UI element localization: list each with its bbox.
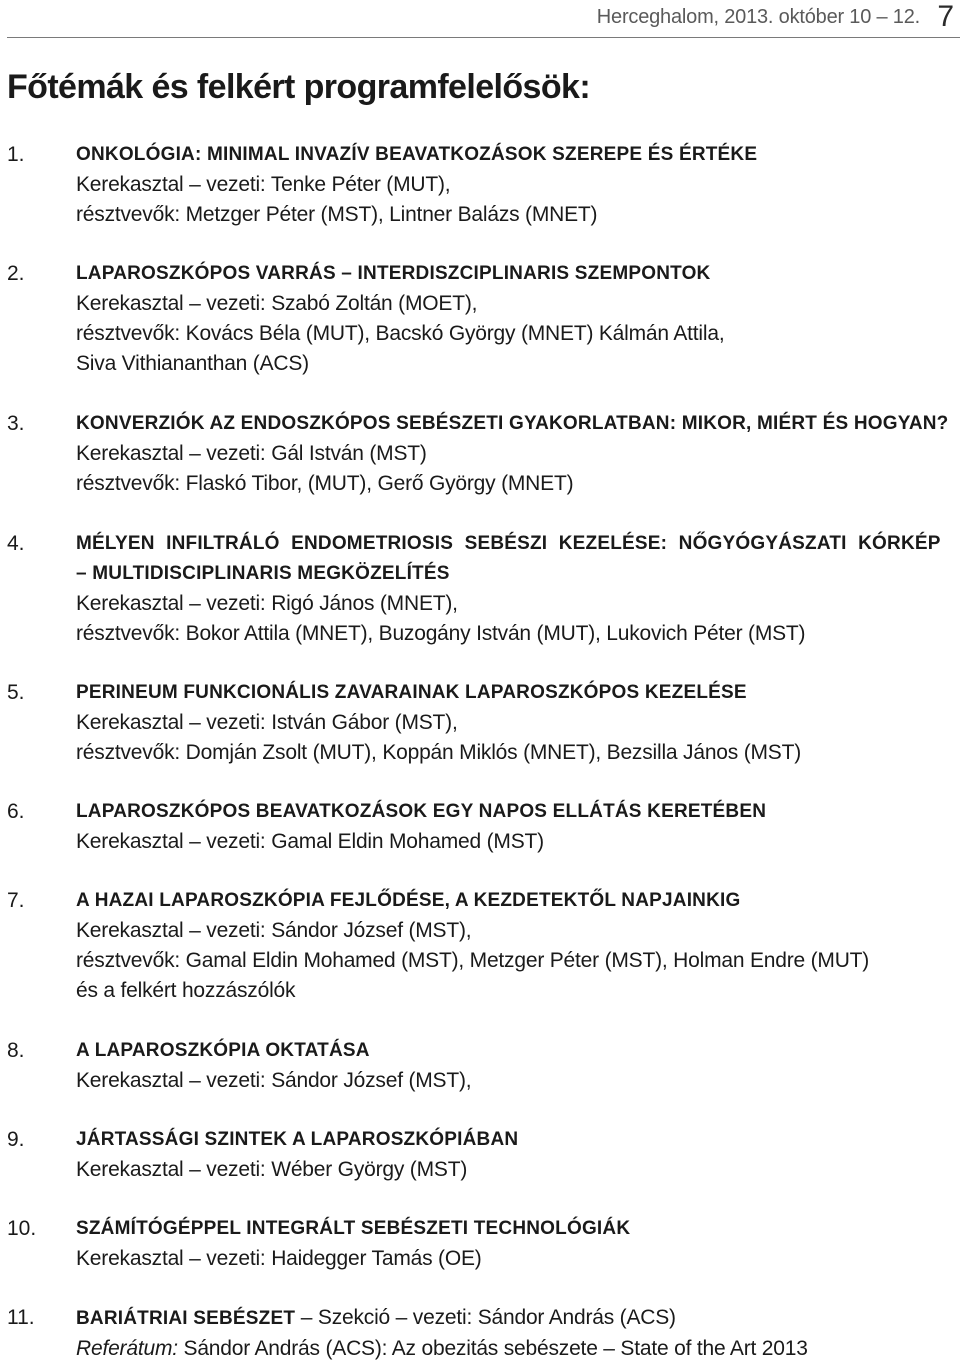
item-topic: LAPAROSZKÓPOS BEAVATKOZÁSOK EGY NAPOS ELLÁTÁS KERETÉBEN bbox=[76, 801, 767, 822]
item-number: 6. bbox=[7, 800, 25, 823]
item-topic: KONVERZIÓK AZ ENDOSZKÓPOS SEBÉSZETI GYAKORLATBAN: MIKOR, MIÉRT ÉS HOGYAN? bbox=[76, 413, 949, 434]
item-line: Kerekasztal – vezeti: Szabó Zoltán (MOET), bbox=[76, 292, 478, 315]
item-line: Siva Vithiananthan (ACS) bbox=[76, 352, 309, 375]
item-topic: A HAZAI LAPAROSZKÓPIA FEJLŐDÉSE, A KEZDETEKTŐL NAPJAINKIG bbox=[76, 890, 741, 911]
item-line: résztvevők: Kovács Béla (MUT), Bacskó György (MNET) Kálmán Attila, bbox=[76, 322, 725, 345]
item-line: Kerekasztal – vezeti: István Gábor (MST), bbox=[76, 711, 458, 734]
item-number: 2. bbox=[7, 262, 25, 285]
item-topic: BARIÁTRIAI SEBÉSZET bbox=[76, 1308, 296, 1329]
item-topic: LAPAROSZKÓPOS VARRÁS – INTERDISZCIPLINARIS SZEMPONTOK bbox=[76, 263, 711, 284]
item-number: 8. bbox=[7, 1039, 25, 1062]
item-line: résztvevők: Bokor Attila (MNET), Buzogány István (MUT), Lukovich Péter (MST) bbox=[76, 622, 806, 645]
item-topic: JÁRTASSÁGI SZINTEK A LAPAROSZKÓPIÁBAN bbox=[76, 1129, 519, 1150]
item-topic: A LAPAROSZKÓPIA OKTATÁSA bbox=[76, 1040, 370, 1061]
item-number: 11. bbox=[7, 1306, 35, 1329]
item-line: Kerekasztal – vezeti: Haidegger Tamás (OE) bbox=[76, 1247, 482, 1270]
item-topic-continuation: – MULTIDISCIPLINARIS MEGKÖZELÍTÉS bbox=[76, 563, 450, 584]
item-line: Kerekasztal – vezeti: Rigó János (MNET), bbox=[76, 592, 458, 615]
item-number: 10. bbox=[7, 1217, 37, 1240]
item-topic: SZÁMÍTÓGÉPPEL INTEGRÁLT SEBÉSZETI TECHNOLÓGIÁK bbox=[76, 1218, 631, 1239]
item-number: 1. bbox=[7, 143, 25, 166]
header-divider bbox=[7, 37, 960, 38]
item-number: 5. bbox=[7, 681, 25, 704]
referat-text: Sándor András (ACS): Az obezitás sebészete – State of the Art 2013 bbox=[177, 1337, 808, 1360]
referat-line bbox=[76, 1334, 956, 1364]
item-number: 7. bbox=[7, 889, 25, 912]
item-line: Kerekasztal – vezeti: Wéber György (MST) bbox=[76, 1158, 468, 1181]
item-line: és a felkért hozzászólók bbox=[76, 979, 296, 1002]
item-line: Kerekasztal – vezeti: Tenke Péter (MUT), bbox=[76, 173, 451, 196]
item-line: résztvevők: Flaskó Tibor, (MUT), Gerő György (MNET) bbox=[76, 472, 574, 495]
item-line: résztvevők: Gamal Eldin Mohamed (MST), Metzger Péter (MST), Holman Endre (MUT) bbox=[76, 949, 870, 972]
section-leader: – Szekció – vezeti: Sándor András (ACS) bbox=[295, 1306, 676, 1329]
item-line: Kerekasztal – vezeti: Gamal Eldin Mohamed (MST) bbox=[76, 830, 544, 853]
item-topic: MÉLYEN INFILTRÁLÓ ENDOMETRIOSIS SEBÉSZI KEZELÉSE: NŐGYÓGYÁSZATI KÓRKÉP bbox=[76, 533, 941, 554]
item-line: résztvevők: Metzger Péter (MST), Lintner Balázs (MNET) bbox=[76, 203, 598, 226]
item-line: Kerekasztal – vezeti: Gál István (MST) bbox=[76, 442, 427, 465]
item-topic: ONKOLÓGIA: MINIMAL INVAZÍV BEAVATKOZÁSOK SZEREPE ÉS ÉRTÉKE bbox=[76, 144, 758, 165]
referat-label: Referátum: bbox=[76, 1337, 178, 1360]
event-info: Herceghalom, 2013. október 10 – 12. bbox=[596, 6, 920, 28]
page-title: Főtémák és felkért programfelelősök: bbox=[7, 68, 591, 106]
item-line: résztvevők: Domján Zsolt (MUT), Koppán Miklós (MNET), Bezsilla János (MST) bbox=[76, 741, 802, 764]
page-header bbox=[7, 0, 960, 40]
page-number: 7 bbox=[937, 0, 954, 33]
item-topic: PERINEUM FUNKCIONÁLIS ZAVARAINAK LAPAROSZKÓPOS KEZELÉSE bbox=[76, 682, 747, 703]
item-line: Kerekasztal – vezeti: Sándor József (MST), bbox=[76, 919, 472, 942]
item-number: 9. bbox=[7, 1128, 25, 1151]
item-line: Kerekasztal – vezeti: Sándor József (MST), bbox=[76, 1069, 472, 1092]
item-topic-row bbox=[76, 1303, 956, 1334]
item-number: 4. bbox=[7, 532, 25, 555]
item-number: 3. bbox=[7, 412, 25, 435]
